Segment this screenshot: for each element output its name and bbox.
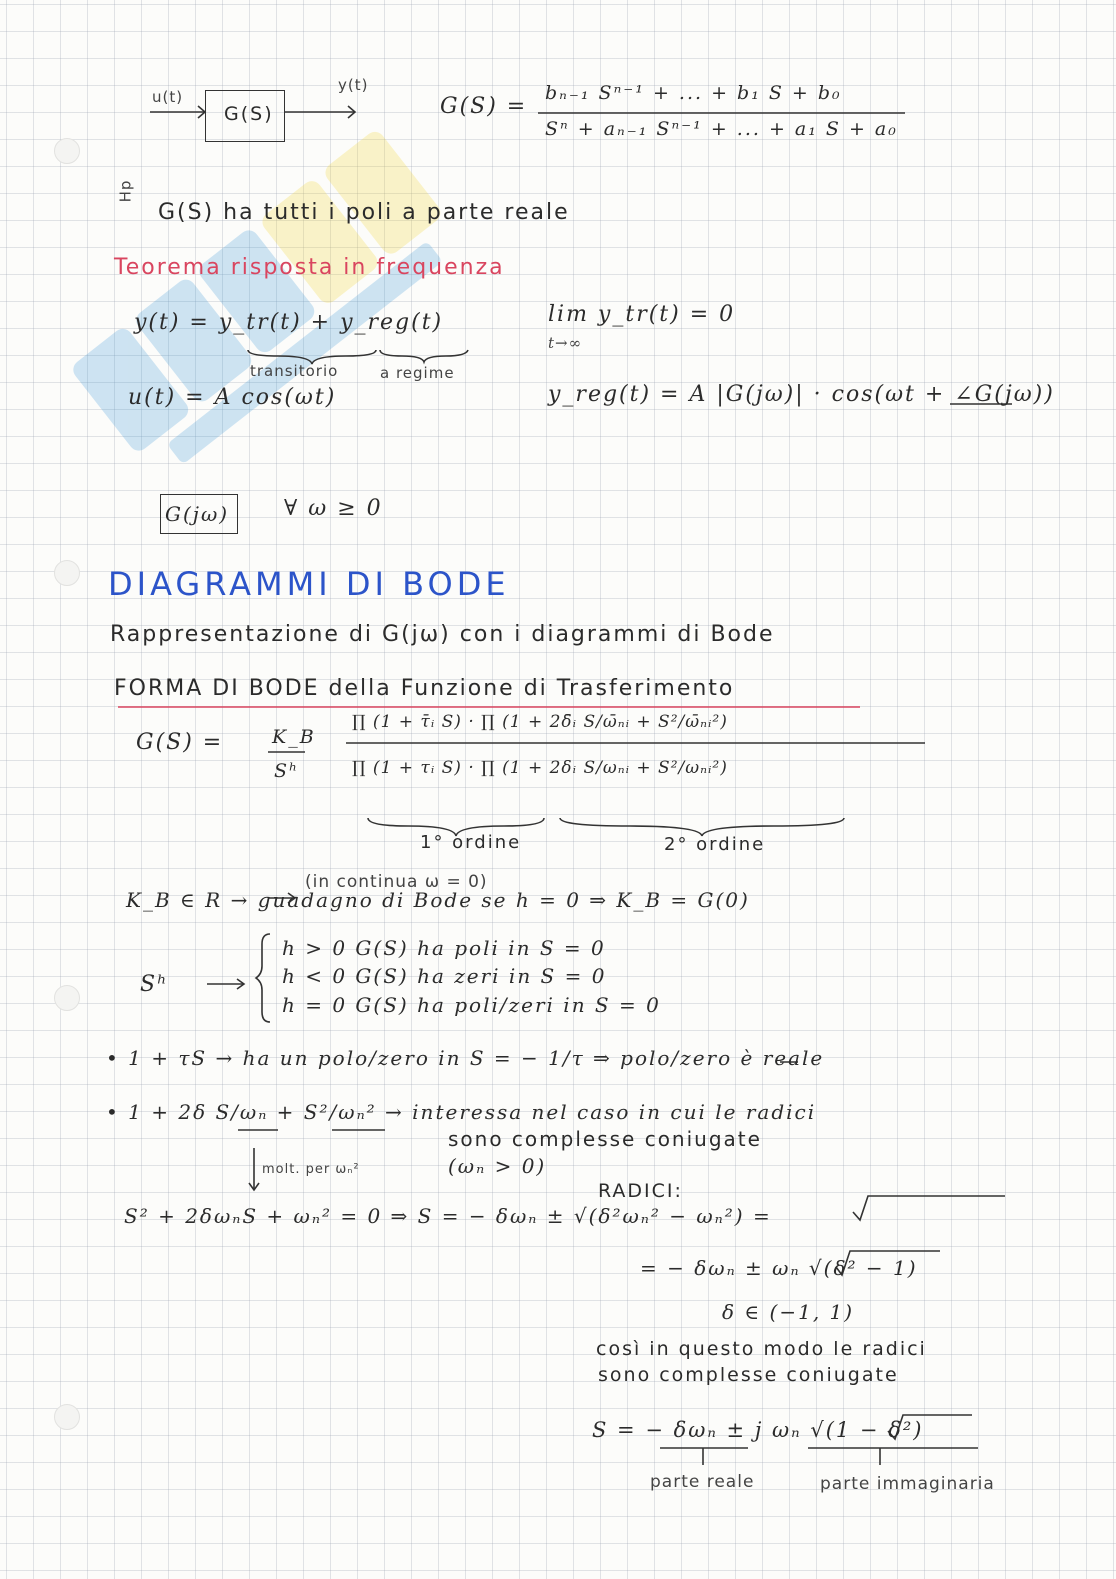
brace-second-order: 2° ordine <box>664 834 766 855</box>
tf-denominator: Sⁿ + aₙ₋₁ Sⁿ⁻¹ + ... + a₁ S + a₀ <box>545 118 898 140</box>
limit-sub: t→∞ <box>548 334 583 352</box>
label-transient: transitorio <box>250 362 339 380</box>
response-sum: y(t) = y_tr(t) + y_reg(t) <box>134 310 444 335</box>
bode-gain-den: Sʰ <box>274 760 300 782</box>
input-signal: u(t) = A cos(ωt) <box>128 385 337 410</box>
case-3: h = 0 G(S) ha poli/zeri in S = 0 <box>282 993 661 1017</box>
block-label: G(S) <box>224 103 274 125</box>
hypothesis-text: G(S) ha tutti i poli a parte reale <box>158 200 570 225</box>
sh-label: Sʰ <box>140 972 169 997</box>
page-title: DIAGRAMMI DI BODE <box>108 565 510 603</box>
bode-G-lhs: G(S) = <box>136 730 224 755</box>
label-real-part: parte reale <box>650 1472 755 1492</box>
kb-line: K_B ∈ R → guadagno di Bode se h = 0 ⇒ K_B = G(0) <box>126 888 750 912</box>
tf-numerator: bₙ₋₁ Sⁿ⁻¹ + ... + b₁ S + b₀ <box>545 82 842 104</box>
case-2: h < 0 G(S) ha zeri in S = 0 <box>282 964 607 988</box>
roots-eq-2: = − δωₙ ± ωₙ √(δ² − 1) <box>640 1256 918 1280</box>
kb-note: (in continua ω = 0) <box>305 872 488 892</box>
bode-denominator: ∏ (1 + τᵢ S) · ∏ (1 + 2δᵢ S/ωₙᵢ + S²/ωₙᵢ²) <box>352 758 728 778</box>
output-label: y(t) <box>338 76 369 94</box>
boxed-cond: ∀ ω ≥ 0 <box>284 496 383 521</box>
mult-note: molt. per ωₙ² <box>262 1162 360 1177</box>
first-order-note: • 1 + τS → ha un polo/zero in S = − 1/τ ⇒ polo/zero è reale <box>106 1046 825 1070</box>
roots-label: RADICI: <box>598 1180 683 1202</box>
delta-range: δ ∈ (−1, 1) <box>722 1300 855 1324</box>
input-label: u(t) <box>152 88 184 106</box>
regime-response: y_reg(t) = A |G(jω)| · cos(ωt + ∠G(jω)) <box>548 382 1055 407</box>
label-regime: a regime <box>380 364 455 382</box>
bode-numerator: ∏ (1 + τ̄ᵢ S) · ∏ (1 + 2δ̄ᵢ S/ω̄ₙᵢ + S²/ω̄ₙᵢ²) <box>352 712 728 732</box>
label-imag-part: parte immaginaria <box>820 1474 995 1494</box>
brace-first-order: 1° ordine <box>420 832 522 853</box>
hypothesis-tag: Hp <box>116 179 135 203</box>
case-1: h > 0 G(S) ha poli in S = 0 <box>282 936 606 960</box>
note-1: così in questo modo le radici <box>596 1338 927 1360</box>
tf-lhs: G(S) = <box>440 94 528 119</box>
roots-eq-1: S² + 2δωₙS + ωₙ² = 0 ⇒ S = − δωₙ ± √(δ²ωₙ² − ωₙ²) = <box>124 1204 772 1228</box>
boxed-expr: G(jω) <box>165 502 230 526</box>
second-order-cond: (ωₙ > 0) <box>448 1154 547 1178</box>
final-roots: S = − δωₙ ± j ωₙ √(1 − δ²) <box>592 1418 924 1442</box>
form-title: FORMA DI BODE della Funzione di Trasferimento <box>114 676 735 701</box>
theorem-title: Teorema risposta in frequenza <box>114 255 505 280</box>
limit: lim y_tr(t) = 0 <box>548 302 736 327</box>
bode-intro: Rappresentazione di G(jω) con i diagrammi di Bode <box>110 622 775 647</box>
note-2: sono complesse coniugate <box>598 1364 899 1386</box>
bode-gain-num: K_B <box>272 726 316 748</box>
second-order-note: • 1 + 2δ S/ωₙ + S²/ωₙ² → interessa nel caso in cui le radici <box>106 1100 817 1124</box>
second-order-note-2: sono complesse coniugate <box>448 1127 762 1151</box>
